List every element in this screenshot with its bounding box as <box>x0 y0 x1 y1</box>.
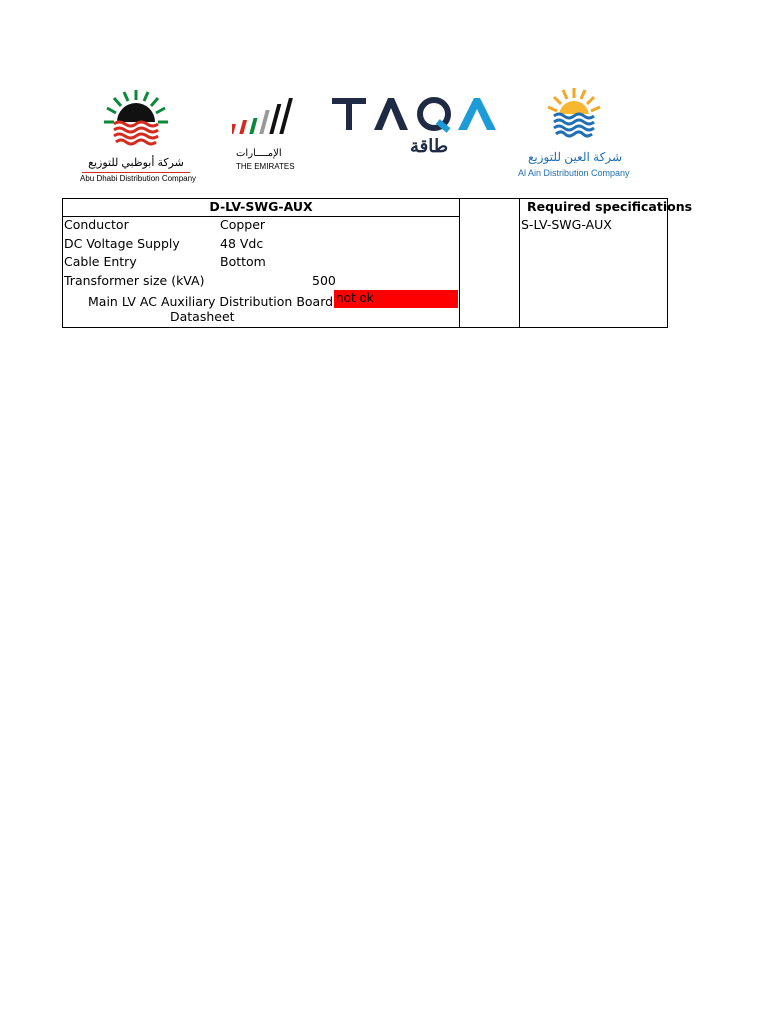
aadc-arabic-name: شركة العين للتوزيع <box>528 150 622 164</box>
row-dc-voltage-value: 48 Vdc <box>220 236 264 251</box>
addc-sun-icon <box>78 86 194 156</box>
spec-code-value: S-LV-SWG-AUX <box>521 217 612 232</box>
addc-divider <box>82 172 190 173</box>
emirates-logo <box>232 94 302 174</box>
header-required-specifications: Required specifications <box>527 199 693 214</box>
taqa-wordmark-icon <box>330 96 498 136</box>
row-conductor-value: Copper <box>220 217 266 232</box>
emirates-arabic-name: الإمــــارات <box>236 148 282 159</box>
document-title-line2: Datasheet <box>170 309 235 324</box>
aadc-sun-icon <box>514 84 636 144</box>
addc-english-name: Abu Dhabi Distribution Company <box>80 174 197 183</box>
row-transformer-size-value: 500 <box>312 273 336 288</box>
row-cable-entry-label: Cable Entry <box>64 254 137 269</box>
addc-arabic-name: شركة أبوظبي للتوزيع <box>88 157 184 169</box>
taqa-logo <box>330 96 498 158</box>
empty-column <box>459 198 520 328</box>
row-conductor-label: Conductor <box>64 217 129 232</box>
aadc-english-name: Al Ain Distribution Company <box>518 168 630 178</box>
emirates-stripes-icon <box>232 94 302 144</box>
document-title-line1: Main LV AC Auxiliary Distribution Board <box>88 294 334 309</box>
addc-logo <box>78 86 197 186</box>
row-dc-voltage-label: DC Voltage Supply <box>64 236 180 251</box>
header-datasheet-code: D-LV-SWG-AUX <box>209 199 313 214</box>
datasheet-table <box>62 198 693 328</box>
row-transformer-size-label: Transformer size (kVA) <box>64 273 205 288</box>
aadc-logo <box>514 84 636 184</box>
emirates-english-name: THE EMIRATES <box>236 162 295 171</box>
taqa-arabic-name: طاقة <box>410 136 449 156</box>
status-badge: not ok <box>334 290 458 308</box>
row-cable-entry-value: Bottom <box>220 254 266 269</box>
